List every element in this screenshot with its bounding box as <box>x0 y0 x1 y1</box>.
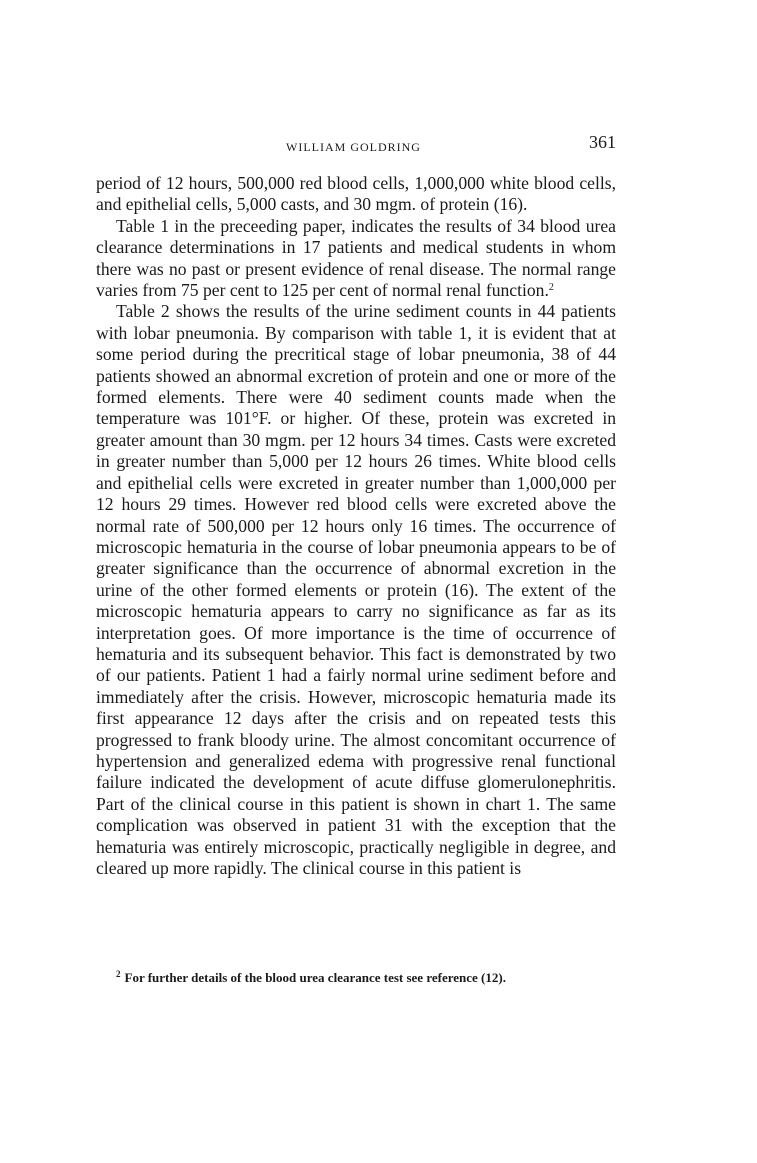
page-number: 361 <box>589 132 616 152</box>
body-text <box>96 173 616 879</box>
footnote <box>116 970 616 986</box>
paragraph-text: Table 1 in the preceeding paper, indicates the results of 34 blood urea clearance determinations in 17 patients and medical students in whom there was no past or present evidence of renal disease. The normal range varies from 75 per cent to 125 per cent of normal renal function. <box>96 215 616 301</box>
paragraph <box>96 216 616 302</box>
footnote-text: For further details of the blood urea clearance test see reference (12). <box>124 970 506 985</box>
paragraph-text: period of 12 hours, 500,000 red blood cells, 1,000,000 white blood cells, and epithelial cells, 5,000 casts, and 30 mgm. of protein (16). <box>96 173 616 215</box>
running-head: WILLIAM GOLDRING <box>286 140 421 154</box>
page-header <box>96 132 616 160</box>
paragraph-text: Table 2 shows the results of the urine sediment counts in 44 patients with lobar pneumonia. By comparison with table 1, it is evident that at some period during the precritical stage of lobar pneumonia, 38 of 44 patients showed an abnormal excretion of protein and one or more of the formed elements. There were 40 sediment counts made when the temperature was 101°F. or higher. Of these, protein was excreted in greater amount than 30 mgm. per 12 hours 34 times. Casts were excreted in greater number than 5,000 per 12 hours 26 times. White blood cells and epithelial cells were excreted in greater number than 1,000,000 per 12 hours 29 times. However red blood cells were excreted above the normal rate of 500,000 per 12 hours only 16 times. The occurrence of microscopic hematuria in the course of lobar pneumonia appears to be of greater significance than the occurrence of abnormal excretion in the urine of the other formed elements or protein (16). The extent of the microscopic hematuria appears to carry no significance as far as its interpretation goes. Of more importance is the time of occurrence of hematuria and its subsequent behavior. This fact is demonstrated by two of our patients. Patient 1 had a fairly normal urine sediment before and immediately after the crisis. However, microscopic hematuria made its first appearance 12 days after the crisis and on repeated tests this progressed to frank bloody urine. The almost concomitant occurrence of hypertension and generalized edema with progressive renal functional failure indicated the development of acute diffuse glomerulonephritis. Part of the clinical course in this patient is shown in chart 1. The same complication was observed in patient 31 with the exception that the hematuria was entirely microscopic, practically negligible in degree, and cleared up more rapidly. The clinical course in this patient is <box>96 301 616 878</box>
footnote-marker: 2 <box>116 969 121 979</box>
paragraph <box>96 173 616 216</box>
footnote-reference: 2 <box>548 282 554 294</box>
paragraph <box>96 301 616 879</box>
